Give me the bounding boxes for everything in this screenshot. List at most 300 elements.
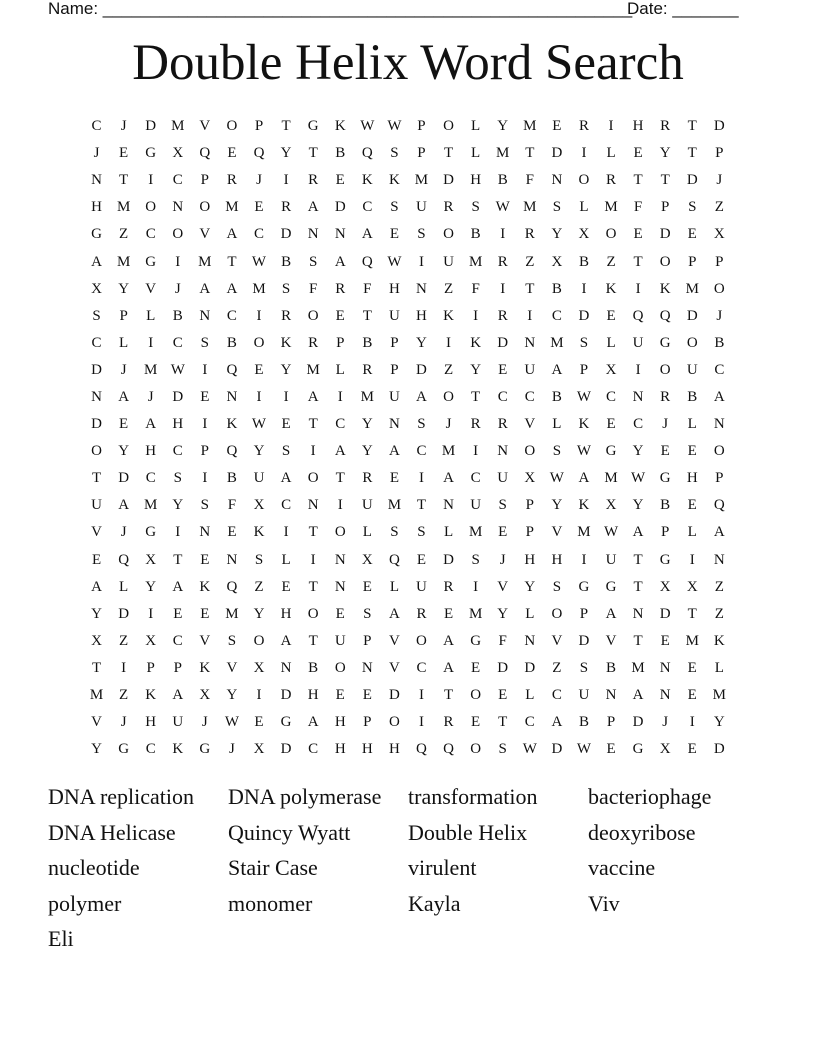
grid-letter: N	[307, 226, 319, 243]
grid-letter: O	[443, 226, 454, 243]
grid-letter: W	[360, 118, 375, 135]
grid-letter: I	[256, 687, 262, 704]
grid-letter: C	[551, 687, 562, 704]
grid-letter: I	[581, 280, 587, 297]
grid-letter: M	[468, 253, 483, 270]
grid-letter: A	[361, 226, 373, 243]
grid-letter: H	[470, 172, 482, 189]
grid-letter: D	[713, 118, 725, 135]
grid-letter: R	[524, 226, 535, 243]
grid-letter: S	[281, 443, 291, 460]
grid-letter: I	[446, 334, 452, 351]
grid-letter: O	[199, 199, 211, 216]
grid-letter: M	[225, 605, 239, 622]
grid-letter: E	[91, 551, 102, 568]
grid-letter: S	[308, 253, 318, 270]
grid-letter: U	[388, 388, 400, 405]
grid-letter: N	[334, 551, 346, 568]
grid-letter: Q	[226, 578, 238, 595]
grid-letter: R	[226, 172, 237, 189]
grid-letter: J	[716, 307, 723, 324]
grid-letter: Q	[253, 145, 265, 162]
grid-letter: E	[687, 226, 697, 243]
grid-letter: S	[471, 551, 480, 568]
word-bank-item: polymer	[48, 890, 122, 916]
grid-letter: Z	[254, 578, 264, 595]
grid-letter: J	[662, 714, 669, 731]
grid-letter: K	[334, 118, 346, 135]
grid-letter: R	[362, 470, 373, 487]
grid-letter: A	[713, 524, 725, 541]
grid-letter: C	[172, 443, 183, 460]
grid-letter: G	[118, 741, 130, 758]
grid-letter: W	[224, 714, 240, 731]
grid-row	[83, 682, 733, 709]
grid-letter: V	[605, 632, 617, 649]
grid-letter: E	[687, 443, 697, 460]
grid-letter: O	[91, 443, 102, 460]
grid-letter: Y	[91, 741, 102, 758]
grid-letter: A	[91, 578, 102, 595]
grid-letter: S	[579, 659, 589, 676]
grid-letter: D	[118, 470, 130, 487]
word-bank-item: DNA polymerase	[228, 784, 382, 809]
grid-letter: F	[471, 280, 480, 297]
grid-letter: N	[226, 388, 238, 405]
grid-letter: M	[116, 253, 131, 270]
grid-letter: A	[713, 388, 725, 405]
grid-letter: H	[334, 741, 346, 758]
grid-letter: E	[119, 416, 129, 433]
grid-letter: D	[686, 307, 698, 324]
grid-letter: K	[605, 280, 617, 297]
grid-letter: O	[686, 334, 698, 351]
grid-letter: U	[605, 551, 617, 568]
grid-letter: O	[578, 172, 590, 189]
grid-letter: M	[116, 199, 131, 216]
grid-letter: I	[689, 714, 695, 731]
grid-letter: P	[579, 605, 589, 622]
grid-letter: E	[362, 687, 372, 704]
grid-letter: X	[524, 470, 536, 487]
grid-letter: M	[685, 632, 699, 649]
grid-letter: B	[714, 334, 725, 351]
grid-letter: C	[281, 497, 292, 514]
grid-letter: O	[470, 687, 482, 704]
grid-letter: R	[308, 172, 319, 189]
grid-letter: T	[525, 145, 535, 162]
grid-letter: Y	[632, 443, 644, 460]
grid-letter: S	[471, 199, 480, 216]
grid-letter: S	[417, 226, 426, 243]
grid-letter: A	[334, 443, 346, 460]
grid-letter: O	[551, 605, 563, 622]
grid-letter: G	[91, 226, 102, 243]
grid-letter: D	[524, 659, 536, 676]
grid-letter: Z	[714, 199, 724, 216]
grid-letter: B	[578, 253, 589, 270]
grid-letter: P	[417, 118, 426, 135]
word-bank-item: Kayla	[408, 890, 461, 916]
grid-letter: L	[687, 524, 697, 541]
grid-letter: E	[687, 687, 697, 704]
grid-letter: N	[199, 524, 211, 541]
grid-letter: Q	[226, 443, 238, 460]
grid-letter: A	[280, 632, 292, 649]
grid-letter: E	[254, 361, 264, 378]
grid-letter: I	[581, 551, 587, 568]
grid-letter: G	[145, 524, 157, 541]
grid-letter: Y	[361, 416, 373, 433]
grid-letter: W	[549, 470, 564, 487]
grid-letter: I	[418, 253, 424, 270]
grid-letter: A	[199, 280, 211, 297]
grid-letter: A	[91, 253, 102, 270]
grid-row	[83, 709, 733, 736]
grid-letter: S	[200, 334, 210, 351]
grid-letter: L	[362, 524, 372, 541]
grid-letter: R	[443, 199, 454, 216]
word-bank-item: deoxyribose	[588, 819, 696, 845]
grid-letter: W	[576, 741, 592, 758]
grid-letter: N	[172, 199, 184, 216]
grid-letter: Q	[226, 361, 238, 378]
grid-letter: U	[470, 497, 482, 514]
grid-letter: V	[388, 632, 400, 649]
grid-letter: B	[226, 334, 237, 351]
grid-letter: K	[713, 632, 725, 649]
grid-letter: E	[471, 659, 481, 676]
grid-letter: R	[606, 172, 617, 189]
grid-letter: B	[308, 659, 319, 676]
grid-letter: W	[251, 253, 267, 270]
grid-row	[83, 438, 733, 465]
grid-letter: P	[363, 632, 372, 649]
grid-letter: A	[388, 605, 400, 622]
grid-letter: H	[524, 551, 536, 568]
grid-letter: B	[281, 253, 292, 270]
grid-letter: C	[524, 714, 535, 731]
grid-letter: K	[578, 416, 590, 433]
grid-letter: X	[605, 361, 617, 378]
grid-row	[83, 113, 733, 140]
grid-letter: Z	[525, 253, 535, 270]
grid-letter: S	[552, 578, 562, 595]
grid-letter: T	[633, 632, 643, 649]
grid-letter: V	[524, 416, 536, 433]
grid-letter: S	[552, 443, 562, 460]
grid-letter: M	[550, 334, 564, 351]
grid-letter: B	[226, 470, 237, 487]
grid-letter: L	[606, 334, 616, 351]
grid-letter: T	[687, 118, 697, 135]
grid-letter: M	[523, 199, 537, 216]
grid-letter: L	[525, 687, 535, 704]
grid-letter: E	[227, 524, 237, 541]
grid-letter: L	[335, 361, 345, 378]
grid-letter: V	[551, 524, 563, 541]
grid-letter: J	[120, 118, 127, 135]
grid-letter: S	[498, 741, 507, 758]
grid-letter: O	[713, 280, 725, 297]
grid-letter: B	[335, 145, 346, 162]
grid-letter: D	[578, 307, 590, 324]
grid-letter: K	[659, 280, 671, 297]
grid-letter: E	[200, 388, 210, 405]
grid-letter: D	[280, 687, 292, 704]
grid-letter: I	[473, 578, 479, 595]
grid-letter: Z	[714, 578, 724, 595]
grid-letter: C	[416, 659, 427, 676]
grid-letter: D	[416, 361, 427, 378]
grid-letter: J	[445, 416, 452, 433]
grid-letter: I	[337, 497, 343, 514]
grid-letter: S	[227, 632, 237, 649]
grid-letter: R	[660, 388, 671, 405]
grid-letter: Z	[606, 253, 616, 270]
grid-letter: T	[687, 145, 697, 162]
name-field-label: Name: ________________________________________________________	[48, 0, 633, 18]
grid-letter: L	[471, 145, 481, 162]
grid-letter: U	[91, 497, 102, 514]
grid-letter: I	[283, 524, 289, 541]
grid-letter: H	[632, 118, 644, 135]
grid-letter: L	[714, 659, 724, 676]
grid-letter: S	[390, 199, 399, 216]
grid-letter: T	[308, 145, 318, 162]
grid-letter: N	[416, 280, 427, 297]
grid-letter: Y	[551, 226, 563, 243]
grid-letter: I	[418, 714, 424, 731]
grid-row	[83, 357, 733, 384]
grid-letter: A	[145, 416, 157, 433]
grid-letter: S	[390, 145, 399, 162]
grid-letter: Y	[280, 361, 292, 378]
grid-letter: E	[443, 605, 454, 622]
grid-letter: Q	[361, 253, 373, 270]
grid-letter: I	[283, 388, 289, 405]
grid-row	[83, 384, 733, 411]
grid-letter: H	[145, 714, 157, 731]
grid-letter: O	[443, 118, 454, 135]
grid-letter: Q	[713, 497, 725, 514]
grid-letter: R	[497, 307, 508, 324]
grid-letter: C	[91, 118, 102, 135]
grid-letter: N	[497, 443, 509, 460]
grid-letter: M	[144, 497, 158, 514]
grid-letter: E	[687, 497, 697, 514]
word-bank-item: Double Helix	[408, 819, 528, 845]
grid-letter: J	[662, 416, 669, 433]
grid-letter: A	[226, 280, 238, 297]
grid-letter: M	[414, 172, 429, 189]
grid-letter: U	[524, 361, 536, 378]
grid-letter: Y	[497, 605, 509, 622]
grid-letter: V	[199, 118, 211, 135]
grid-letter: D	[578, 632, 590, 649]
grid-letter: W	[495, 199, 510, 216]
grid-letter: J	[229, 741, 235, 758]
grid-letter: C	[497, 388, 508, 405]
grid-letter: L	[119, 334, 129, 351]
grid-letter: B	[551, 280, 562, 297]
grid-letter: A	[172, 578, 184, 595]
grid-letter: I	[418, 687, 424, 704]
grid-letter: Q	[199, 145, 211, 162]
grid-letter: P	[579, 361, 589, 378]
grid-letter: J	[120, 714, 127, 731]
grid-letter: X	[659, 741, 671, 758]
grid-letter: D	[632, 714, 644, 731]
grid-letter: A	[307, 199, 319, 216]
grid-letter: R	[470, 416, 481, 433]
grid-letter: T	[443, 145, 454, 162]
grid-letter: W	[522, 741, 537, 758]
grid-letter: P	[390, 361, 399, 378]
grid-letter: Y	[253, 605, 265, 622]
grid-letter: I	[310, 551, 316, 568]
grid-letter: T	[308, 578, 318, 595]
grid-letter: U	[416, 199, 427, 216]
grid-letter: U	[686, 361, 698, 378]
grid-letter: I	[148, 334, 154, 351]
grid-letter: K	[199, 659, 211, 676]
grid-letter: A	[632, 687, 644, 704]
grid-letter: E	[471, 714, 481, 731]
grid-row	[83, 736, 733, 763]
grid-letter: M	[360, 388, 374, 405]
grid-letter: K	[145, 687, 157, 704]
grid-letter: I	[473, 307, 479, 324]
grid-letter: Y	[172, 497, 184, 514]
grid-letter: E	[227, 145, 237, 162]
grid-row	[83, 411, 733, 438]
grid-letter: Y	[118, 280, 130, 297]
grid-letter: O	[470, 741, 482, 758]
grid-letter: A	[443, 659, 454, 676]
grid-letter: G	[578, 578, 590, 595]
grid-row	[83, 547, 733, 574]
grid-letter: Y	[361, 443, 373, 460]
grid-letter: W	[170, 361, 185, 378]
grid-letter: Q	[416, 741, 427, 758]
grid-letter: O	[307, 307, 319, 324]
grid-letter: P	[715, 470, 724, 487]
grid-letter: L	[471, 118, 481, 135]
grid-letter: I	[121, 659, 127, 676]
grid-letter: P	[606, 714, 616, 731]
word-bank	[48, 779, 768, 957]
grid-letter: B	[578, 714, 589, 731]
grid-letter: N	[280, 659, 292, 676]
grid-letter: E	[416, 551, 427, 568]
date-field-label: Date: _______	[627, 0, 739, 18]
grid-letter: C	[145, 226, 156, 243]
grid-letter: K	[388, 172, 400, 189]
grid-letter: X	[686, 578, 698, 595]
grid-letter: I	[202, 470, 208, 487]
grid-letter: R	[281, 307, 292, 324]
grid-letter: M	[631, 659, 645, 676]
grid-letter: P	[390, 334, 399, 351]
grid-letter: E	[660, 443, 670, 460]
grid-letter: M	[171, 118, 185, 135]
grid-letter: O	[145, 199, 157, 216]
grid-letter: T	[660, 172, 670, 189]
grid-letter: D	[280, 741, 292, 758]
grid-letter: E	[119, 145, 129, 162]
grid-letter: K	[199, 578, 211, 595]
grid-letter: E	[335, 687, 345, 704]
grid-letter: T	[308, 632, 318, 649]
grid-letter: M	[89, 687, 104, 704]
grid-letter: X	[199, 687, 211, 704]
grid-letter: X	[172, 145, 184, 162]
grid-letter: M	[387, 497, 402, 514]
grid-letter: Q	[659, 307, 671, 324]
grid-letter: D	[280, 226, 292, 243]
grid-letter: I	[175, 524, 181, 541]
grid-letter: W	[576, 388, 592, 405]
grid-letter: W	[251, 416, 267, 433]
grid-letter: S	[552, 199, 562, 216]
grid-letter: J	[120, 361, 127, 378]
grid-letter: Z	[552, 659, 562, 676]
grid-letter: B	[497, 172, 508, 189]
grid-letter: I	[148, 605, 154, 622]
grid-letter: V	[497, 578, 509, 595]
grid-letter: O	[416, 632, 427, 649]
grid-letter: I	[256, 388, 262, 405]
grid-letter: W	[387, 118, 402, 135]
grid-letter: M	[685, 280, 699, 297]
grid-letter: E	[498, 361, 508, 378]
grid-letter: T	[633, 172, 643, 189]
grid-letter: A	[226, 226, 238, 243]
grid-letter: C	[551, 307, 562, 324]
grid-letter: R	[281, 199, 292, 216]
grid-row	[83, 519, 733, 546]
grid-letter: R	[497, 416, 508, 433]
grid-letter: P	[525, 497, 534, 514]
grid-letter: T	[308, 416, 318, 433]
grid-letter: H	[172, 416, 184, 433]
grid-letter: C	[172, 172, 183, 189]
grid-letter: K	[226, 416, 238, 433]
grid-letter: X	[361, 551, 373, 568]
grid-row	[83, 248, 733, 275]
grid-row	[83, 601, 733, 628]
word-bank-item: Viv	[588, 890, 620, 916]
grid-letter: A	[307, 388, 319, 405]
grid-letter: Z	[714, 605, 724, 622]
grid-letter: W	[603, 524, 619, 541]
grid-letter: N	[226, 551, 238, 568]
grid-letter: X	[659, 578, 671, 595]
grid-letter: E	[552, 118, 562, 135]
grid-letter: B	[551, 388, 562, 405]
grid-row	[83, 628, 733, 655]
grid-letter: B	[362, 334, 373, 351]
grid-letter: M	[468, 524, 483, 541]
grid-letter: D	[172, 388, 184, 405]
grid-letter: S	[281, 280, 291, 297]
grid-letter: J	[201, 714, 208, 731]
grid-letter: V	[199, 632, 211, 649]
grid-row	[83, 574, 733, 601]
grid-letter: G	[280, 714, 292, 731]
grid-letter: N	[713, 551, 725, 568]
